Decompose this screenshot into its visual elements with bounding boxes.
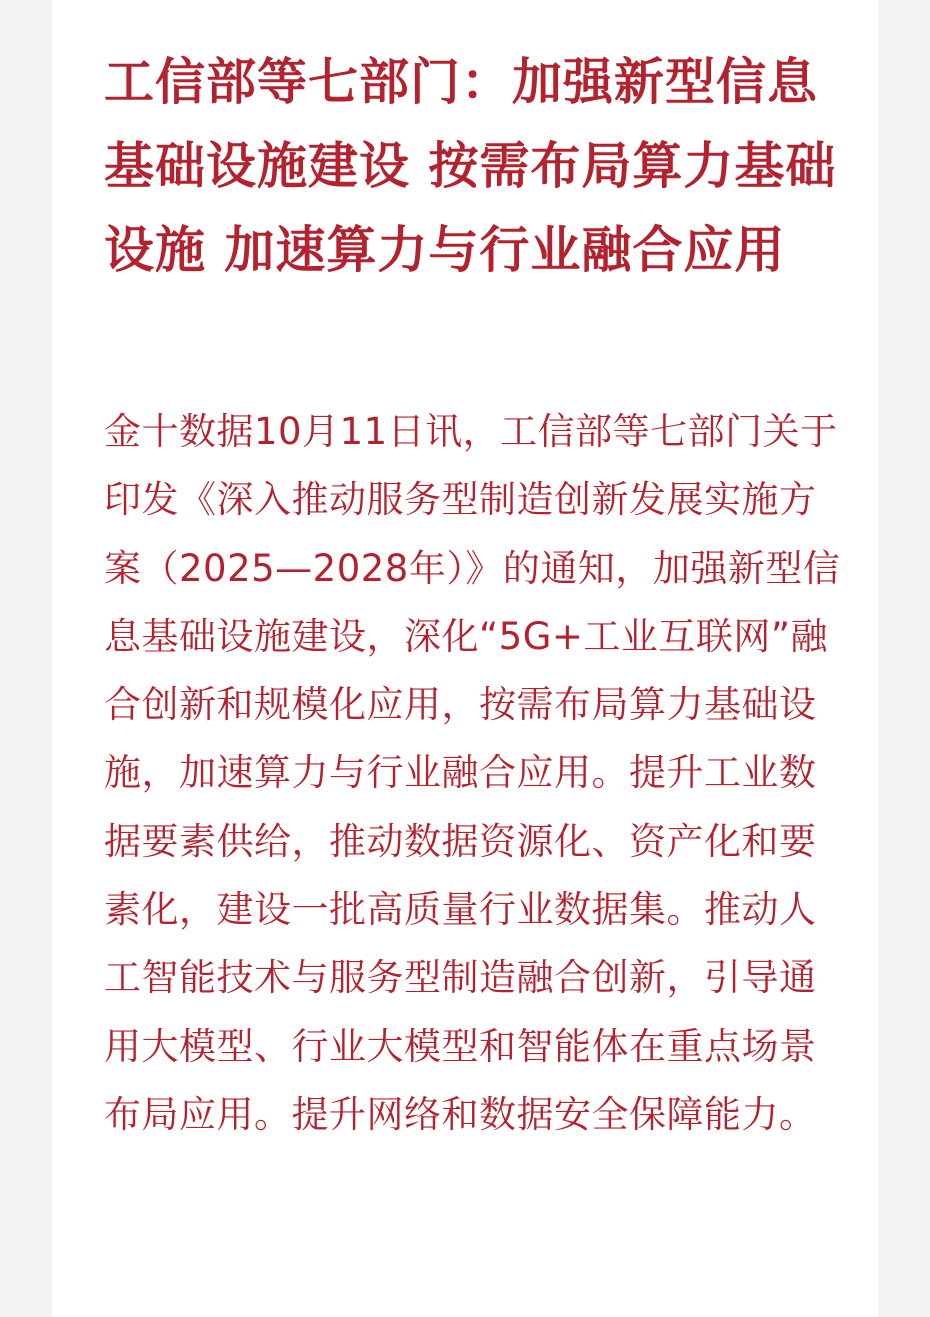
article-headline: 工信部等七部门：加强新型信息基础设施建设 按需布局算力基础设施 加速算力与行业融合应用 [104, 53, 837, 279]
article-body: 金十数据10月11日讯，工信部等七部门关于印发《深入推动服务型制造创新发展实施方案（2025—2028年）》的通知，加强新型信息基础设施建设，深化“5G+工业互联网”融合创新和规模化应用，按需布局算力基础设施，加速算力与行业融合应用。提升工业数据要素供给，推动数据资源化、资产化和要素化，建设一批高质量行业数据集。推动人工智能技术与服务型制造融合创新，引导通用大模型、行业大模型和智能体在重点场景布局应用。提升网络和数据安全保障能力。 [104, 410, 841, 1136]
